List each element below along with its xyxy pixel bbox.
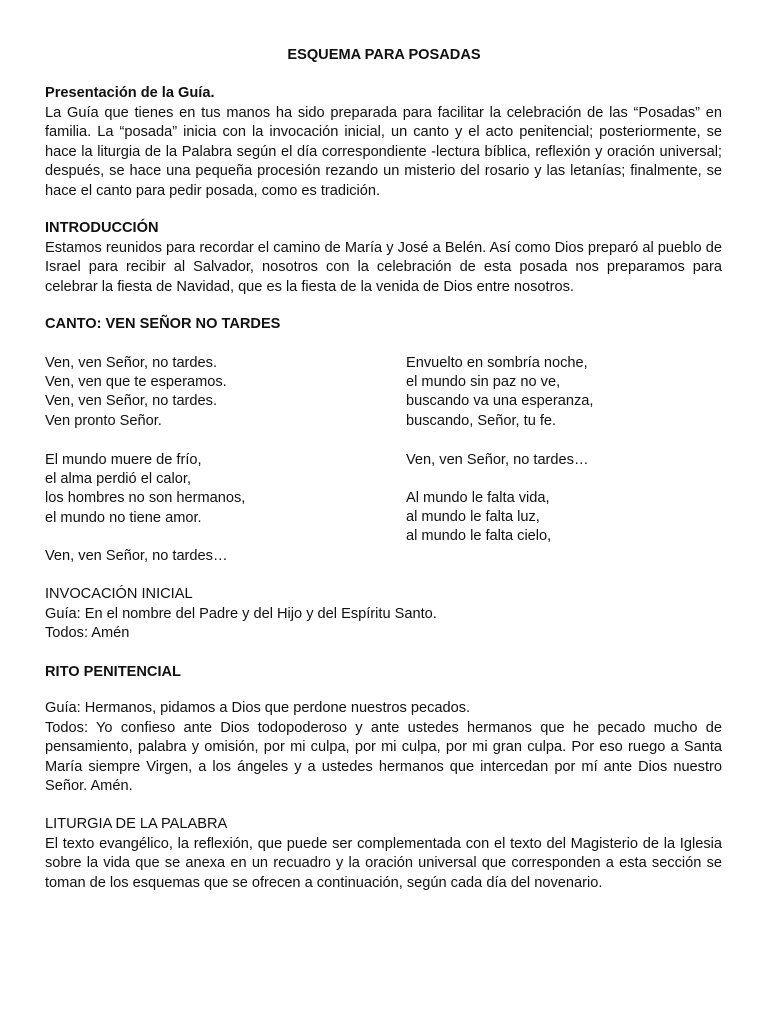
liturgia-heading: LITURGIA DE LA PALABRA bbox=[45, 816, 228, 832]
invocacion-todos: Todos: Amén bbox=[45, 625, 130, 641]
verse-line: Ven, ven que te esperamos. bbox=[45, 374, 227, 391]
verse-line: el mundo sin paz no ve, bbox=[406, 374, 561, 391]
verse-line: Envuelto en sombría noche, bbox=[406, 355, 588, 371]
verse-line: Al mundo le falta vida, bbox=[406, 490, 550, 506]
verse-line: Ven, ven Señor, no tardes. bbox=[45, 355, 218, 371]
canto-left-stanza-2 bbox=[45, 451, 385, 528]
canto-right-stanza-2 bbox=[406, 489, 726, 547]
section-invocacion bbox=[45, 585, 722, 644]
verse-line: buscando va una esperanza, bbox=[406, 393, 594, 410]
canto-right-refrain bbox=[406, 451, 726, 470]
liturgia-text: El texto evangélico, la reflexión, que puede ser complementada con el texto del Magisterio de la Iglesia sobre la vida que se anexa en un recuadro y la oración universal que corresponden a esta sección se toman de los esquemas que se ofrecen a continuación, según cada día del novenario. bbox=[45, 835, 722, 891]
canto-left-refrain bbox=[45, 547, 385, 566]
section-presentacion bbox=[45, 84, 722, 201]
section-liturgia bbox=[45, 815, 722, 893]
rito-todos: Todos: Yo confieso ante Dios todopoderoso y ante ustedes hermanos que he pecado mucho de pensamiento, palabra y omisión, por mi culpa, por mi culpa, por mi gran culpa. Por eso ruego a Santa María siempre Virgen, a los ángeles y a ustedes hermanos que intercedan por mí ante Dios nuestro Señor. Amén. bbox=[45, 719, 722, 794]
rito-heading: RITO PENITENCIAL bbox=[45, 664, 181, 680]
verse-line: al mundo le falta cielo, bbox=[406, 528, 552, 545]
rito-heading-block bbox=[45, 663, 722, 683]
verse-line: Ven, ven Señor, no tardes. bbox=[45, 393, 218, 410]
canto-heading: CANTO: VEN SEÑOR NO TARDES bbox=[45, 316, 281, 332]
section-introduccion bbox=[45, 219, 722, 297]
invocacion-guia: Guía: En el nombre del Padre y del Hijo y del Espíritu Santo. bbox=[45, 605, 437, 622]
verse-line: al mundo le falta luz, bbox=[406, 509, 540, 526]
verse-line: Ven, ven Señor, no tardes… bbox=[406, 452, 589, 468]
presentacion-heading: Presentación de la Guía. bbox=[45, 85, 215, 101]
section-rito bbox=[45, 699, 722, 797]
verse-line: los hombres no son hermanos, bbox=[45, 490, 246, 507]
introduccion-text: Estamos reunidos para recordar el camino de María y José a Belén. Así como Dios preparó al pueblo de Israel para recibir al Salvador, nosotros con la celebración de esta posada nos preparamos para celebrar la fiesta de Navidad, que es la fiesta de la venida de Dios entre nosotros. bbox=[45, 239, 722, 295]
canto-right-stanza-1 bbox=[406, 354, 726, 431]
document-title: ESQUEMA PARA POSADAS bbox=[287, 47, 481, 63]
verse-line: buscando, Señor, tu fe. bbox=[406, 412, 557, 429]
canto-heading-block bbox=[45, 315, 722, 335]
rito-guia: Guía: Hermanos, pidamos a Dios que perdone nuestros pecados. bbox=[45, 700, 471, 716]
canto-left-stanza-1 bbox=[45, 354, 385, 431]
verse-line: Ven, ven Señor, no tardes… bbox=[45, 548, 228, 564]
introduccion-heading: INTRODUCCIÓN bbox=[45, 220, 159, 236]
verse-line: Ven pronto Señor. bbox=[45, 412, 162, 429]
invocacion-heading: INVOCACIÓN INICIAL bbox=[45, 586, 193, 602]
verse-line: El mundo muere de frío, bbox=[45, 452, 202, 468]
presentacion-text: La Guía que tienes en tus manos ha sido preparada para facilitar la celebración de las “Posadas” en familia. La “posada” inicia con la invocación inicial, un canto y el acto penitencial; posteriormente, se hace la liturgia de la Palabra según el día correspondiente -lectura bíblica, reflexión y oración universal; después, se hace una pequeña procesión rezando un misterio del rosario y las letanías; finalmente, se hace el canto para pedir posada, como es tradición. bbox=[45, 104, 722, 199]
verse-line: el alma perdió el calor, bbox=[45, 471, 192, 488]
verse-line: el mundo no tiene amor. bbox=[45, 509, 202, 526]
